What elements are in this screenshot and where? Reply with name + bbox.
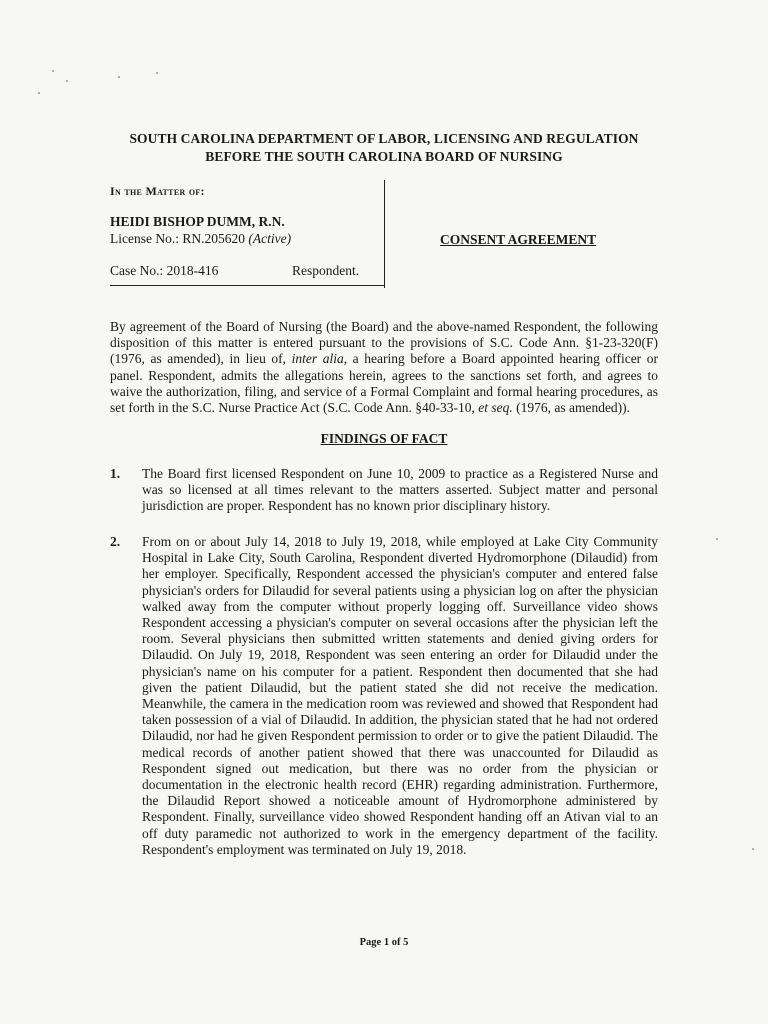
intro-text: , a hearing before a Board appointed hearing officer or panel. Respondent, admits the allegations herein, agrees to the sanctions set forth, and agrees to waive the authorization, filing, and service of a Formal Complaint and formal hearing procedures, as set forth in the S.C. Nurse Practice Act (S.C. Code Ann. §40-33-10, bbox=[110, 351, 659, 416]
scan-speck bbox=[38, 92, 40, 94]
matter-label: In the Matter of: bbox=[110, 184, 205, 198]
intro-italic: inter alia bbox=[291, 351, 344, 367]
board-line: BEFORE THE SOUTH CAROLINA BOARD OF NURSING bbox=[205, 149, 563, 164]
intro-text: By agreement of the Board of Nursing (the Board) and the above-named Respondent, the following disposition of this matter is entered pursuant to the provisions of S.C. Code Ann. §1-23-320(F) (1976, as amended), in lieu of, bbox=[110, 319, 658, 367]
scan-speck bbox=[156, 72, 158, 74]
case-caption bbox=[110, 180, 658, 288]
scan-speck bbox=[752, 848, 754, 850]
finding-text: From on or about July 14, 2018 to July 19, 2018, while employed at Lake City Community Hospital in Lake City, South Carolina, Respondent diverted Hydromorphone (Dilaudid) from her employer. Specifically, Respondent accessed the physician's computer and entered false physician's orders for Dilaudid for several patients using a physician log on after the physician walked away from the computer without properly logging off. Surveillance video shows Respondent accessing a physician's computer on several occasions after the physician left the room. Several physicians then submitted written statements and denied giving orders for Dilaudid. On July 19, 2018, Respondent was seen entering an order for Dilaudid under the physician's name on his computer for a patient. Respondent then documented that she had given the patient Dilaudid, but the patient stated she did not receive the medication. Meanwhile, the camera in the medication room was reviewed and showed that Respondent had taken possession of a vial of Dilaudid. In addition, the physician stated that he had not ordered Dilaudid, nor had he given Respondent permission to order or to give the patient Dilaudid. The medical records of another patient showed that there was unaccounted for Dilaudid as Respondent signed out medication, but there was no order from the physician or documentation in the electronic health record (EHR) regarding administration. Furthermore, the Dilaudid Report showed a noticeable amount of Hydromorphone administered by Respondent. Finally, surveillance video showed Respondent handing off an Ativan vial to an off duty paramedic not authorized to work in the emergency department of the facility. Respondent's employment was terminated on July 19, 2018. bbox=[142, 534, 658, 857]
respondent-name: HEIDI BISHOP DUMM, R.N. bbox=[110, 214, 285, 229]
case-row bbox=[110, 263, 384, 286]
caption-left-box bbox=[110, 180, 385, 288]
scan-speck bbox=[716, 538, 718, 540]
scan-speck bbox=[118, 76, 120, 78]
scan-speck bbox=[66, 80, 68, 82]
document-header bbox=[100, 130, 668, 166]
finding-text: The Board first licensed Respondent on June 10, 2009 to practice as a Registered Nurse and was so licensed at all times relevant to the matters asserted. Subject matter and personal jurisdiction are proper. Respondent has no known prior disciplinary history. bbox=[142, 466, 658, 514]
findings-heading: FINDINGS OF FACT bbox=[320, 431, 448, 446]
license-prefix: License No.: RN.205620 bbox=[110, 231, 249, 246]
case-number: Case No.: 2018-416 bbox=[110, 263, 219, 278]
agency-line: SOUTH CAROLINA DEPARTMENT OF LABOR, LICENSING AND REGULATION bbox=[129, 131, 639, 146]
intro-paragraph bbox=[110, 319, 658, 416]
finding-number: 1. bbox=[110, 466, 121, 481]
finding-number: 2. bbox=[110, 534, 121, 549]
license-status: (Active) bbox=[248, 231, 292, 246]
respondent-label: Respondent. bbox=[292, 263, 360, 278]
license-number bbox=[110, 231, 291, 247]
intro-text: (1976, as amended)). bbox=[512, 400, 631, 416]
page-number: Page 1 of 5 bbox=[359, 937, 409, 948]
intro-italic: et seq. bbox=[478, 400, 513, 416]
scan-speck bbox=[52, 70, 54, 72]
document-title: CONSENT AGREEMENT bbox=[440, 232, 597, 247]
